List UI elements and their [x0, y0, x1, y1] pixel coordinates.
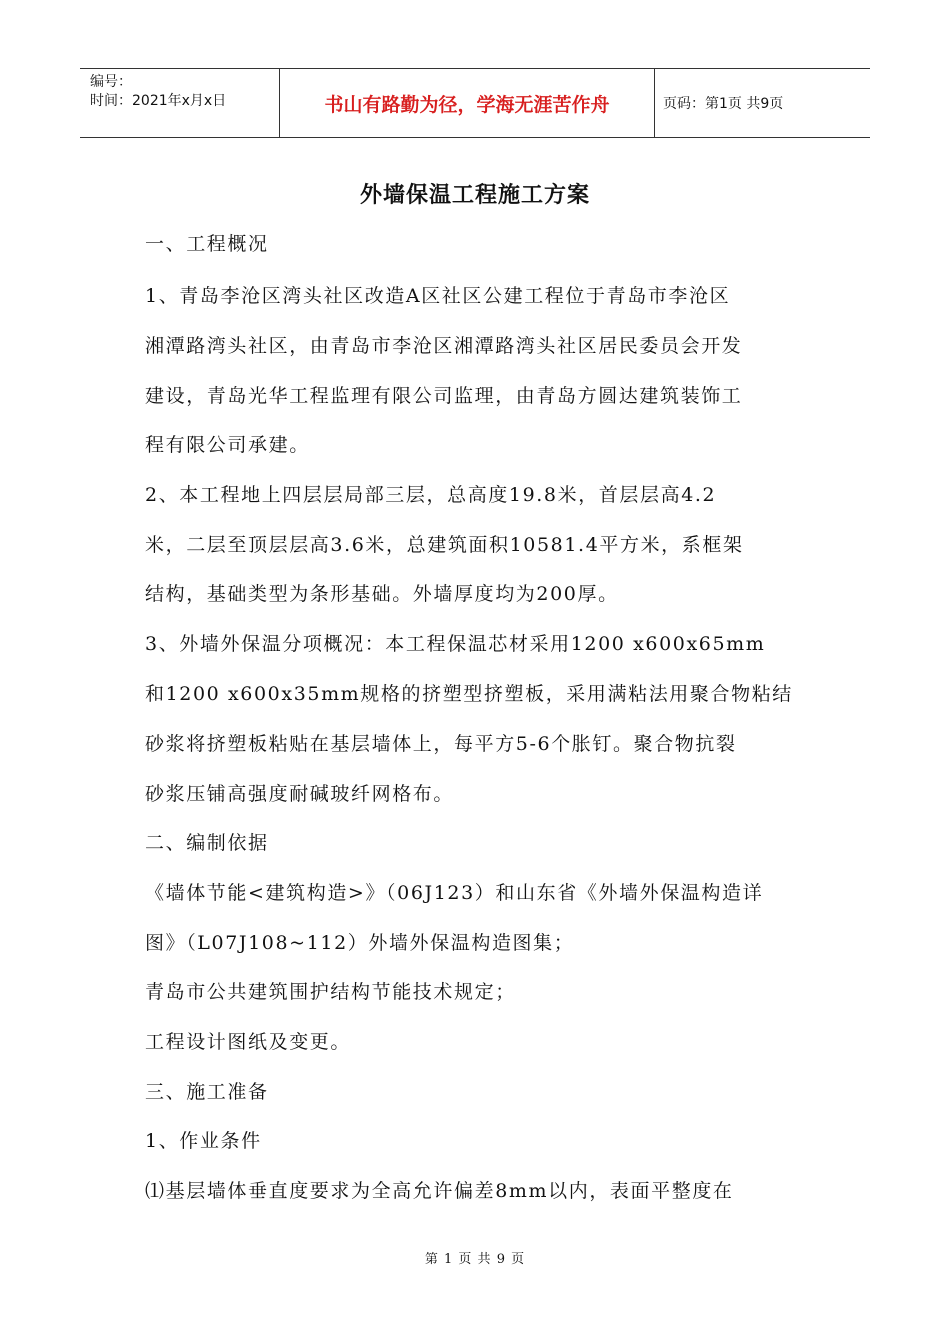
body-line: 湘潭路湾头社区，由青岛市李沧区湘潭路湾头社区居民委员会开发	[145, 335, 743, 357]
body-line: 米，二层至顶层层高3.6米，总建筑面积10581.4平方米，系框架	[145, 534, 744, 556]
section-heading: 二、编制依据	[145, 832, 269, 854]
body-line: 1、青岛李沧区湾头社区改造A区社区公建工程位于青岛市李沧区	[145, 285, 731, 307]
page-footer: 第 1 页 共 9 页	[424, 1252, 526, 1267]
header-meta	[80, 69, 280, 137]
section-heading: 三、施工准备	[145, 1081, 269, 1103]
body-line: 砂浆压铺高强度耐碱玻纤网格布。	[145, 783, 455, 805]
body-line: 和1200 x600x35mm规格的挤塑型挤塑板，采用满粘法用聚合物粘结	[145, 683, 793, 705]
body-line: 青岛市公共建筑围护结构节能技术规定；	[145, 981, 516, 1003]
header-motto: 书山有路勤为径，学海无涯苦作舟	[280, 69, 655, 137]
document-number-label: 编号：	[90, 74, 132, 90]
subsection-heading: 1、作业条件	[145, 1130, 262, 1152]
header-page-info: 页码：第1页 共9页	[663, 96, 784, 112]
body-line: ⑴基层墙体垂直度要求为全高允许偏差8mm以内，表面平整度在	[145, 1180, 734, 1202]
body-line: 结构，基础类型为条形基础。外墙厚度均为200厚。	[145, 583, 619, 605]
body-line: 3、外墙外保温分项概况：本工程保温芯材采用1200 x600x65mm	[145, 633, 766, 655]
body-line: 程有限公司承建。	[145, 434, 310, 456]
body-line: 工程设计图纸及变更。	[145, 1031, 352, 1053]
section-heading: 一、工程概况	[145, 233, 269, 255]
document-time-label: 时间：2021年x月x日	[90, 93, 227, 109]
body-line: 建设，青岛光华工程监理有限公司监理，由青岛方圆达建筑装饰工	[145, 385, 743, 407]
body-line: 图》（L07J108~112）外墙外保温构造图集；	[145, 932, 575, 954]
body-line: 《墙体节能<建筑构造>》（06J123）和山东省《外墙外保温构造详	[145, 882, 764, 904]
page-header	[80, 68, 870, 138]
body-line: 砂浆将挤塑板粘贴在基层墙体上，每平方5-6个胀钉。聚合物抗裂	[145, 733, 737, 755]
document-title: 外墙保温工程施工方案	[359, 182, 590, 208]
body-line: 2、本工程地上四层层局部三层，总高度19.8米，首层层高4.2	[145, 484, 717, 506]
